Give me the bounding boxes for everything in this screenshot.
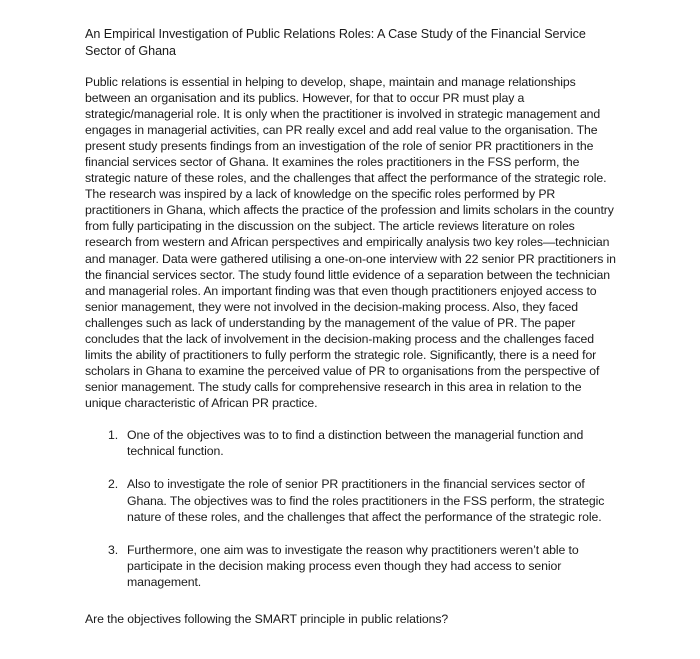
objective-item bbox=[108, 542, 616, 591]
document-title: An Empirical Investigation of Public Relations Roles: A Case Study of the Financial Service Sector of Ghana bbox=[85, 27, 586, 58]
objectives-list bbox=[85, 427, 616, 591]
abstract-paragraph: Public relations is essential in helping to develop, shape, maintain and manage relationships between an organisation and its publics. However, for that to occur PR must play a strategic/managerial role. It is only when the practitioner is involved in strategic management and engages in managerial activities, can PR really excel and add real value to the organisation. The present study presents findings from an investigation of the role of senior PR practitioners in the financial services sector of Ghana. It examines the roles practitioners in the FSS perform, the strategic nature of these roles, and the challenges that affect the performance of the strategic role. The research was inspired by a lack of knowledge on the specific roles performed by PR practitioners in Ghana, which affects the practice of the profession and limits scholars in the country from fully participating in the discussion on the subject. The article reviews literature on roles research from western and African perspectives and empirically analysis two key roles—technician and manager. Data were gathered utilising a one-on-one interview with 22 senior PR practitioners in the financial services sector. The study found little evidence of a separation between the technician and managerial roles. An important finding was that even though practitioners enjoyed access to senior management, they were not involved in the decision-making process. Also, they faced challenges such as lack of understanding by the management of the value of PR. The paper concludes that the lack of involvement in the decision-making process and the challenges faced limits the ability of practitioners to fully perform the strategic role. Significantly, there is a need for scholars in Ghana to examine the perceived value of PR to organisations from the perspective of senior management. The study calls for comprehensive research in this area in relation to the unique characteristic of African PR practice. bbox=[85, 75, 616, 410]
objective-item bbox=[108, 476, 616, 525]
objective-number: 3. bbox=[108, 543, 119, 557]
objective-item bbox=[108, 427, 616, 459]
objective-text: Furthermore, one aim was to investigate the reason why practitioners weren’t able to participate in the decision making process even though they had access to senior management. bbox=[127, 543, 579, 590]
objective-number: 1. bbox=[108, 427, 119, 442]
question-text: Are the objectives following the SMART principle in public relations? bbox=[85, 612, 449, 626]
objective-text: One of the objectives was to to find a distinction between the managerial function and technical function. bbox=[127, 427, 584, 459]
objective-number: 2. bbox=[108, 477, 119, 492]
objective-text: Also to investigate the role of senior PR practitioners in the financial services sector of Ghana. The objectives was to find the roles practitioners in the FSS perform, the strategic nature of these roles, and the challenges that affect the performance of the strategic role. bbox=[127, 477, 605, 524]
